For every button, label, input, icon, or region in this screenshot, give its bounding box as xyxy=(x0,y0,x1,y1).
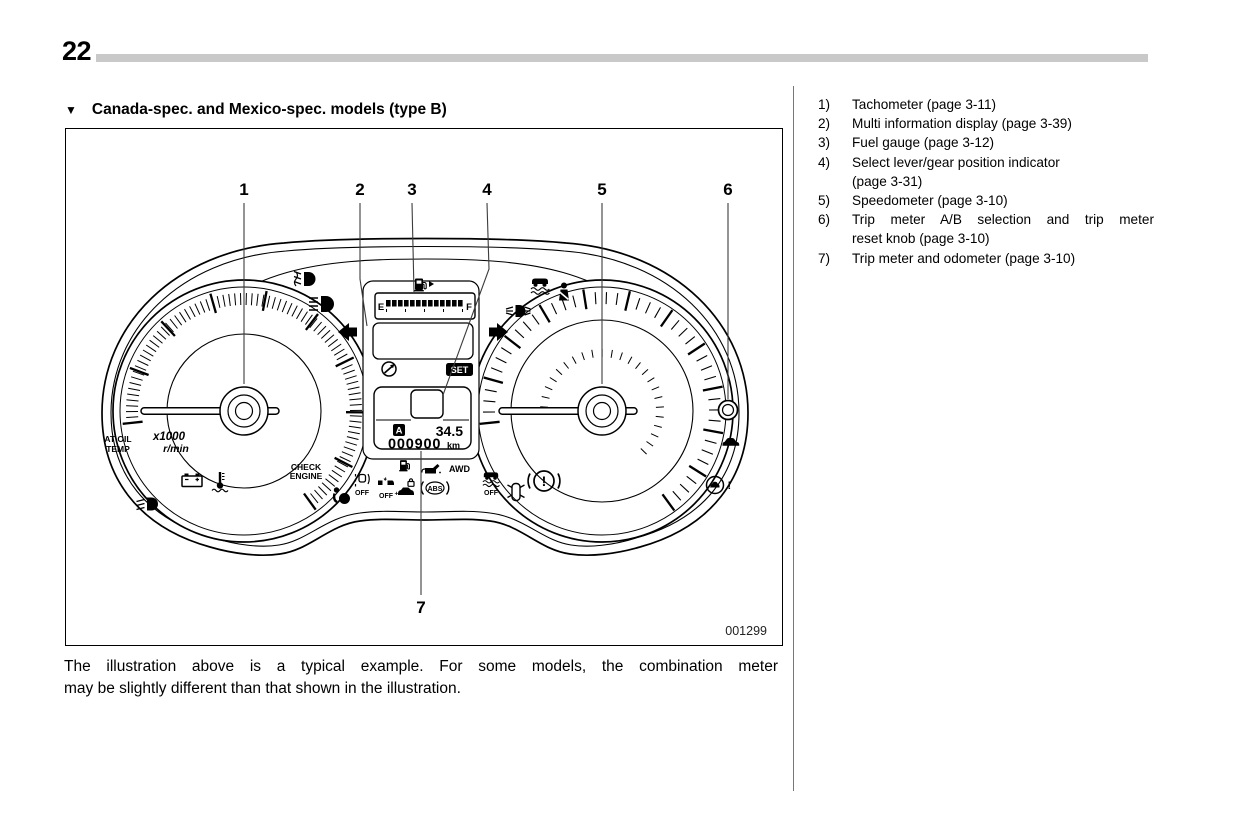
callout-6: 6 xyxy=(723,180,733,199)
center-display-panel xyxy=(363,279,479,460)
legend-item-3 xyxy=(818,133,1154,152)
at-oil-temp-label-1: AT OIL xyxy=(104,434,132,444)
legend-item-5 xyxy=(818,191,1154,210)
svg-text:!: ! xyxy=(541,473,547,489)
tachometer-unit-label: r/min xyxy=(163,443,189,455)
tachometer-hub xyxy=(220,387,268,435)
svg-text:SET: SET xyxy=(450,365,469,375)
cruise-set-indicator xyxy=(446,363,473,376)
trip-meter-value: 34.5 xyxy=(435,423,463,439)
combination-meter-figure xyxy=(65,128,783,646)
legend-text: Speedometer (page 3-10) xyxy=(852,193,1008,209)
legend-item-2 xyxy=(818,114,1154,133)
callout-1: 1 xyxy=(239,180,249,199)
tachometer-multiplier-label: x1000 xyxy=(153,431,185,443)
svg-text:OFF: OFF xyxy=(379,493,393,500)
caption-line-1: The illustration above is a typical example. For some models, the combination meter xyxy=(64,658,778,675)
legend-text: Trip meter and odometer (page 3-10) xyxy=(852,250,1076,266)
caption-line-2: may be slightly different than that shown in the illustration. xyxy=(64,679,461,697)
combination-meter-illustration xyxy=(66,129,782,645)
callout-3: 3 xyxy=(407,180,417,199)
legend-num: 1) xyxy=(818,97,831,112)
callout-5: 5 xyxy=(597,180,607,199)
svg-text:ABS: ABS xyxy=(427,485,443,493)
legend-item-7 xyxy=(818,249,1154,268)
fuel-gauge xyxy=(375,293,475,319)
figure-code: 001299 xyxy=(725,624,767,638)
legend-num: 6) xyxy=(818,212,831,228)
awd-indicator-label: AWD xyxy=(449,464,470,474)
odometer-unit: km xyxy=(447,440,461,451)
section-title: Canada-spec. and Mexico-spec. models (type B) xyxy=(91,101,447,118)
callout-7: 7 xyxy=(416,598,426,617)
fuel-empty-label: E xyxy=(377,302,385,313)
callout-4: 4 xyxy=(482,180,492,199)
legend-item-4 xyxy=(818,153,1154,191)
legend-num: 2) xyxy=(818,116,831,132)
svg-text:+: + xyxy=(394,490,399,498)
legend-num: 3) xyxy=(818,135,831,151)
legend-text: (page 3-31) xyxy=(852,173,923,189)
legend-text: reset knob (page 3-10) xyxy=(852,231,990,247)
legend-text: Trip meter A/B selection and trip meter xyxy=(852,212,1154,228)
legend-item-1 xyxy=(818,95,1154,114)
legend-num: 4) xyxy=(818,154,831,170)
callout-2: 2 xyxy=(355,180,365,199)
legend-text: Fuel gauge (page 3-12) xyxy=(852,135,995,151)
legend-list xyxy=(818,95,1154,268)
section-heading xyxy=(65,101,447,119)
trip-odometer-panel xyxy=(374,387,471,453)
header-rule xyxy=(96,54,1148,62)
odometer-value: 000900 xyxy=(388,436,442,453)
legend-text: Tachometer (page 3-11) xyxy=(852,97,997,112)
trip-a-label: A xyxy=(395,425,403,437)
legend-text: Multi information display (page 3-39) xyxy=(852,116,1072,132)
legend-num: 5) xyxy=(818,193,831,209)
legend-text: Select lever/gear position indicator xyxy=(852,154,1060,170)
check-engine-label-1: CHECK xyxy=(290,462,322,472)
at-oil-temp-label-2: TEMP xyxy=(106,444,130,454)
section-marker-icon: ▼ xyxy=(65,103,77,117)
check-engine-label-2: ENGINE xyxy=(289,471,323,481)
svg-text:!: ! xyxy=(727,480,732,492)
gear-position-indicator xyxy=(411,390,443,418)
figure-caption xyxy=(64,656,778,699)
page-number: 22 xyxy=(62,36,92,66)
svg-text:OFF: OFF xyxy=(355,490,369,497)
column-divider xyxy=(793,86,794,791)
legend-item-6 xyxy=(818,210,1154,248)
trip-reset-knob xyxy=(719,401,738,420)
legend-num: 7) xyxy=(818,250,831,266)
fuel-full-label: F xyxy=(466,302,472,313)
speedometer-hub xyxy=(578,387,626,435)
svg-text:OFF: OFF xyxy=(484,490,498,497)
